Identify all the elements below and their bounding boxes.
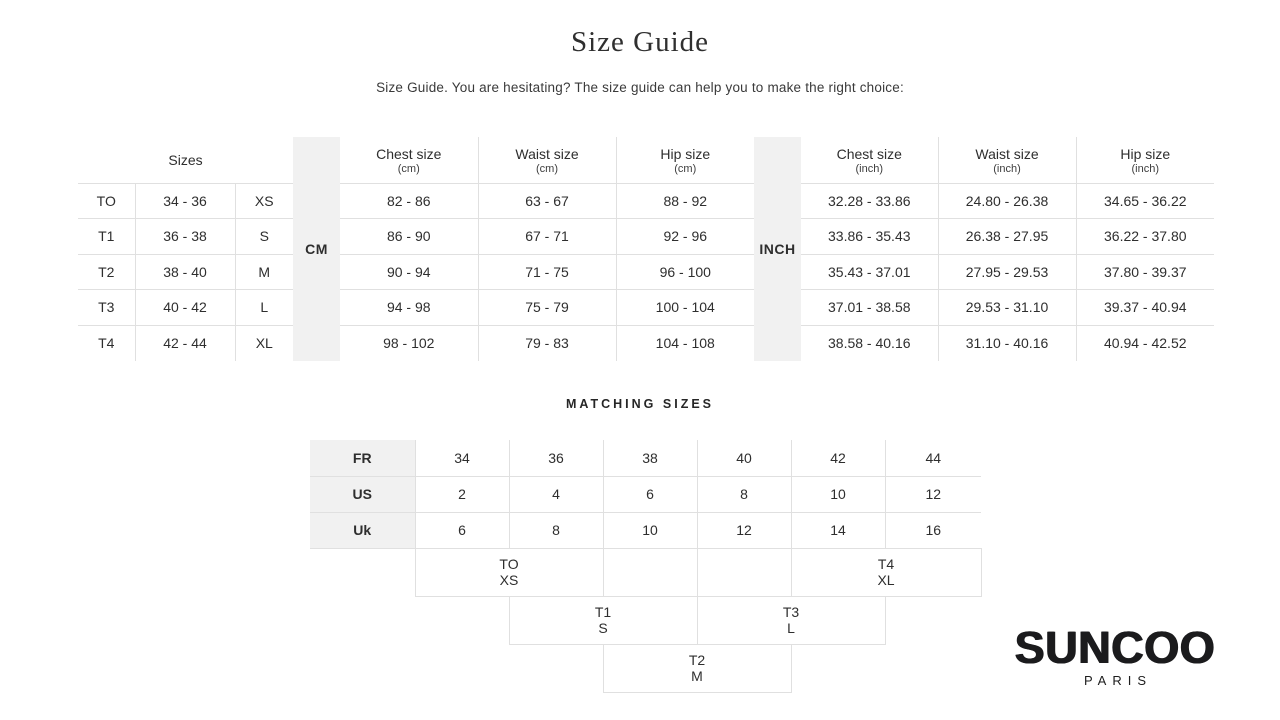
fr-label: FR [310, 440, 415, 476]
size-box-line2: S [598, 620, 608, 636]
table-row [78, 219, 1214, 255]
chest-inch-cell: 32.28 - 33.86 [801, 183, 938, 219]
cm-band [293, 137, 340, 361]
hip-cm-cell: 92 - 96 [616, 219, 754, 255]
header-unit: (cm) [674, 162, 697, 175]
us-value: 12 [885, 476, 981, 512]
header-title: Hip size [660, 145, 711, 162]
chest-inch-header [801, 137, 938, 183]
uk-label: Uk [310, 512, 415, 548]
uk-value: 10 [603, 512, 697, 548]
fr-value: 34 [415, 440, 509, 476]
fr-value: 38 [603, 440, 697, 476]
brand-name: SUNCOO [1014, 622, 1216, 673]
size-box-row [310, 548, 981, 596]
header-title: Hip size [1120, 145, 1171, 162]
us-value: 8 [697, 476, 791, 512]
size-box-row [310, 596, 981, 644]
table-row [78, 290, 1214, 326]
hip-cm-cell: 88 - 92 [616, 183, 754, 219]
size-box-to-xs [415, 548, 603, 596]
spacer-cell [310, 644, 415, 692]
uk-value: 14 [791, 512, 885, 548]
us-value: 6 [603, 476, 697, 512]
matching-table [310, 440, 982, 693]
uk-value: 16 [885, 512, 981, 548]
size-box-line1: TO [499, 556, 519, 572]
hip-inch-cell: 37.80 - 39.37 [1076, 254, 1214, 290]
matching-sizes-heading: MATCHING SIZES [565, 397, 715, 411]
hip-cm-cell: 104 - 108 [616, 325, 754, 361]
uk-value: 6 [415, 512, 509, 548]
spacer-cell [310, 548, 415, 596]
us-label: US [310, 476, 415, 512]
spacer-cell [603, 548, 697, 596]
waist-cm-cell: 63 - 67 [478, 183, 616, 219]
range-cell: 38 - 40 [135, 254, 235, 290]
header-title: Waist size [975, 145, 1039, 162]
chest-cm-cell: 94 - 98 [340, 290, 478, 326]
spacer-cell [885, 644, 981, 692]
waist-inch-cell: 31.10 - 40.16 [938, 325, 1076, 361]
size-table [78, 137, 1214, 361]
size-box-t4-xl [791, 548, 981, 596]
letter-cell: L [235, 290, 293, 326]
chest-cm-cell: 98 - 102 [383, 335, 435, 351]
waist-cm-cell: 67 - 71 [478, 219, 616, 255]
waist-cm-header [478, 137, 616, 183]
header-unit: (inch) [855, 162, 884, 175]
spacer-cell [415, 596, 509, 644]
table-row [310, 440, 981, 476]
table-row [310, 476, 981, 512]
header-unit: (inch) [993, 162, 1021, 175]
letter-cell: M [235, 254, 293, 290]
hip-inch-cell: 36.22 - 37.80 [1076, 219, 1214, 255]
waist-cm-cell: 75 - 79 [478, 290, 616, 326]
uk-value: 8 [509, 512, 603, 548]
fr-value: 36 [509, 440, 603, 476]
spacer-cell [791, 644, 885, 692]
size-box-line1: T4 [877, 556, 895, 572]
header-unit: (cm) [536, 162, 559, 175]
inch-band [754, 137, 801, 361]
spacer-cell [885, 596, 981, 644]
inch-band-label: INCH [759, 240, 796, 257]
size-box-row [310, 644, 981, 692]
size-box-line1: T2 [688, 652, 706, 668]
chest-cm-cell: 82 - 86 [340, 183, 478, 219]
size-box-line2: L [787, 620, 795, 636]
chest-inch-cell: 37.01 - 38.58 [801, 290, 938, 326]
size-box-t1-s [509, 596, 697, 644]
waist-cm-cell: 71 - 75 [478, 254, 616, 290]
waist-inch-cell: 27.95 - 29.53 [938, 254, 1076, 290]
waist-inch-cell: 24.80 - 26.38 [938, 183, 1076, 219]
chest-inch-cell: 33.86 - 35.43 [801, 219, 938, 255]
uk-value: 12 [697, 512, 791, 548]
spacer-cell [697, 548, 791, 596]
hip-inch-cell: 40.94 - 42.52 [1076, 325, 1214, 361]
hip-cm-cell: 96 - 100 [616, 254, 754, 290]
header-unit: (inch) [1131, 162, 1160, 175]
chest-cm-cell: 86 - 90 [340, 219, 478, 255]
page-title: Size Guide [570, 26, 710, 58]
table-row [310, 512, 981, 548]
hip-cm-header [616, 137, 754, 183]
letter-cell: S [235, 219, 293, 255]
fr-value: 40 [697, 440, 791, 476]
table-row [78, 325, 1214, 361]
letter-cell: XS [235, 183, 293, 219]
chest-cm-cell: 90 - 94 [340, 254, 478, 290]
hip-inch-header [1076, 137, 1214, 183]
chest-inch-cell: 35.43 - 37.01 [801, 254, 938, 290]
us-value: 10 [791, 476, 885, 512]
waist-cm-cell: 79 - 83 [478, 325, 616, 361]
sizes-header: Sizes [78, 137, 293, 183]
hip-inch-cell: 34.65 - 36.22 [1076, 183, 1214, 219]
size-cell: T1 [78, 219, 135, 255]
spacer-cell [509, 644, 603, 692]
spacer-cell [310, 596, 415, 644]
size-box-t2-m [603, 644, 791, 692]
waist-inch-cell: 26.38 - 27.95 [938, 219, 1076, 255]
chest-cm-header [340, 137, 478, 183]
range-cell: 40 - 42 [135, 290, 235, 326]
cm-band-label: CM [305, 240, 328, 257]
table-row [78, 254, 1214, 290]
size-cell: TO [78, 183, 135, 219]
waist-inch-cell: 29.53 - 31.10 [938, 290, 1076, 326]
range-cell: 34 - 36 [135, 183, 235, 219]
brand-logo [995, 624, 1235, 688]
us-value: 4 [509, 476, 603, 512]
letter-cell: XL [235, 325, 293, 361]
header-title: Chest size [376, 145, 442, 162]
size-cell: T3 [78, 290, 135, 326]
fr-value: 42 [791, 440, 885, 476]
table-row [78, 183, 1214, 219]
size-box-line1: T1 [594, 604, 612, 620]
hip-inch-cell: 39.37 - 40.94 [1076, 290, 1214, 326]
size-box-line2: XL [877, 572, 895, 588]
range-cell: 42 - 44 [135, 325, 235, 361]
us-value: 2 [415, 476, 509, 512]
spacer-cell [415, 644, 509, 692]
size-box-line2: M [691, 668, 703, 684]
size-box-line2: XS [499, 572, 519, 588]
chest-inch-cell: 38.58 - 40.16 [828, 335, 911, 351]
page-subtitle: Size Guide. You are hesitating? The size guide can help you to make the right choice: [376, 80, 904, 95]
header-title: Waist size [515, 145, 579, 162]
size-cell: T2 [78, 254, 135, 290]
size-cell: T4 [98, 335, 115, 351]
brand-city: PARIS [1083, 673, 1153, 688]
header-unit: (cm) [397, 162, 420, 175]
hip-cm-cell: 100 - 104 [616, 290, 754, 326]
waist-inch-header [938, 137, 1076, 183]
range-cell: 36 - 38 [135, 219, 235, 255]
header-title: Chest size [836, 145, 902, 162]
size-box-line1: T3 [782, 604, 800, 620]
fr-value: 44 [885, 440, 981, 476]
size-box-t3-l [697, 596, 885, 644]
